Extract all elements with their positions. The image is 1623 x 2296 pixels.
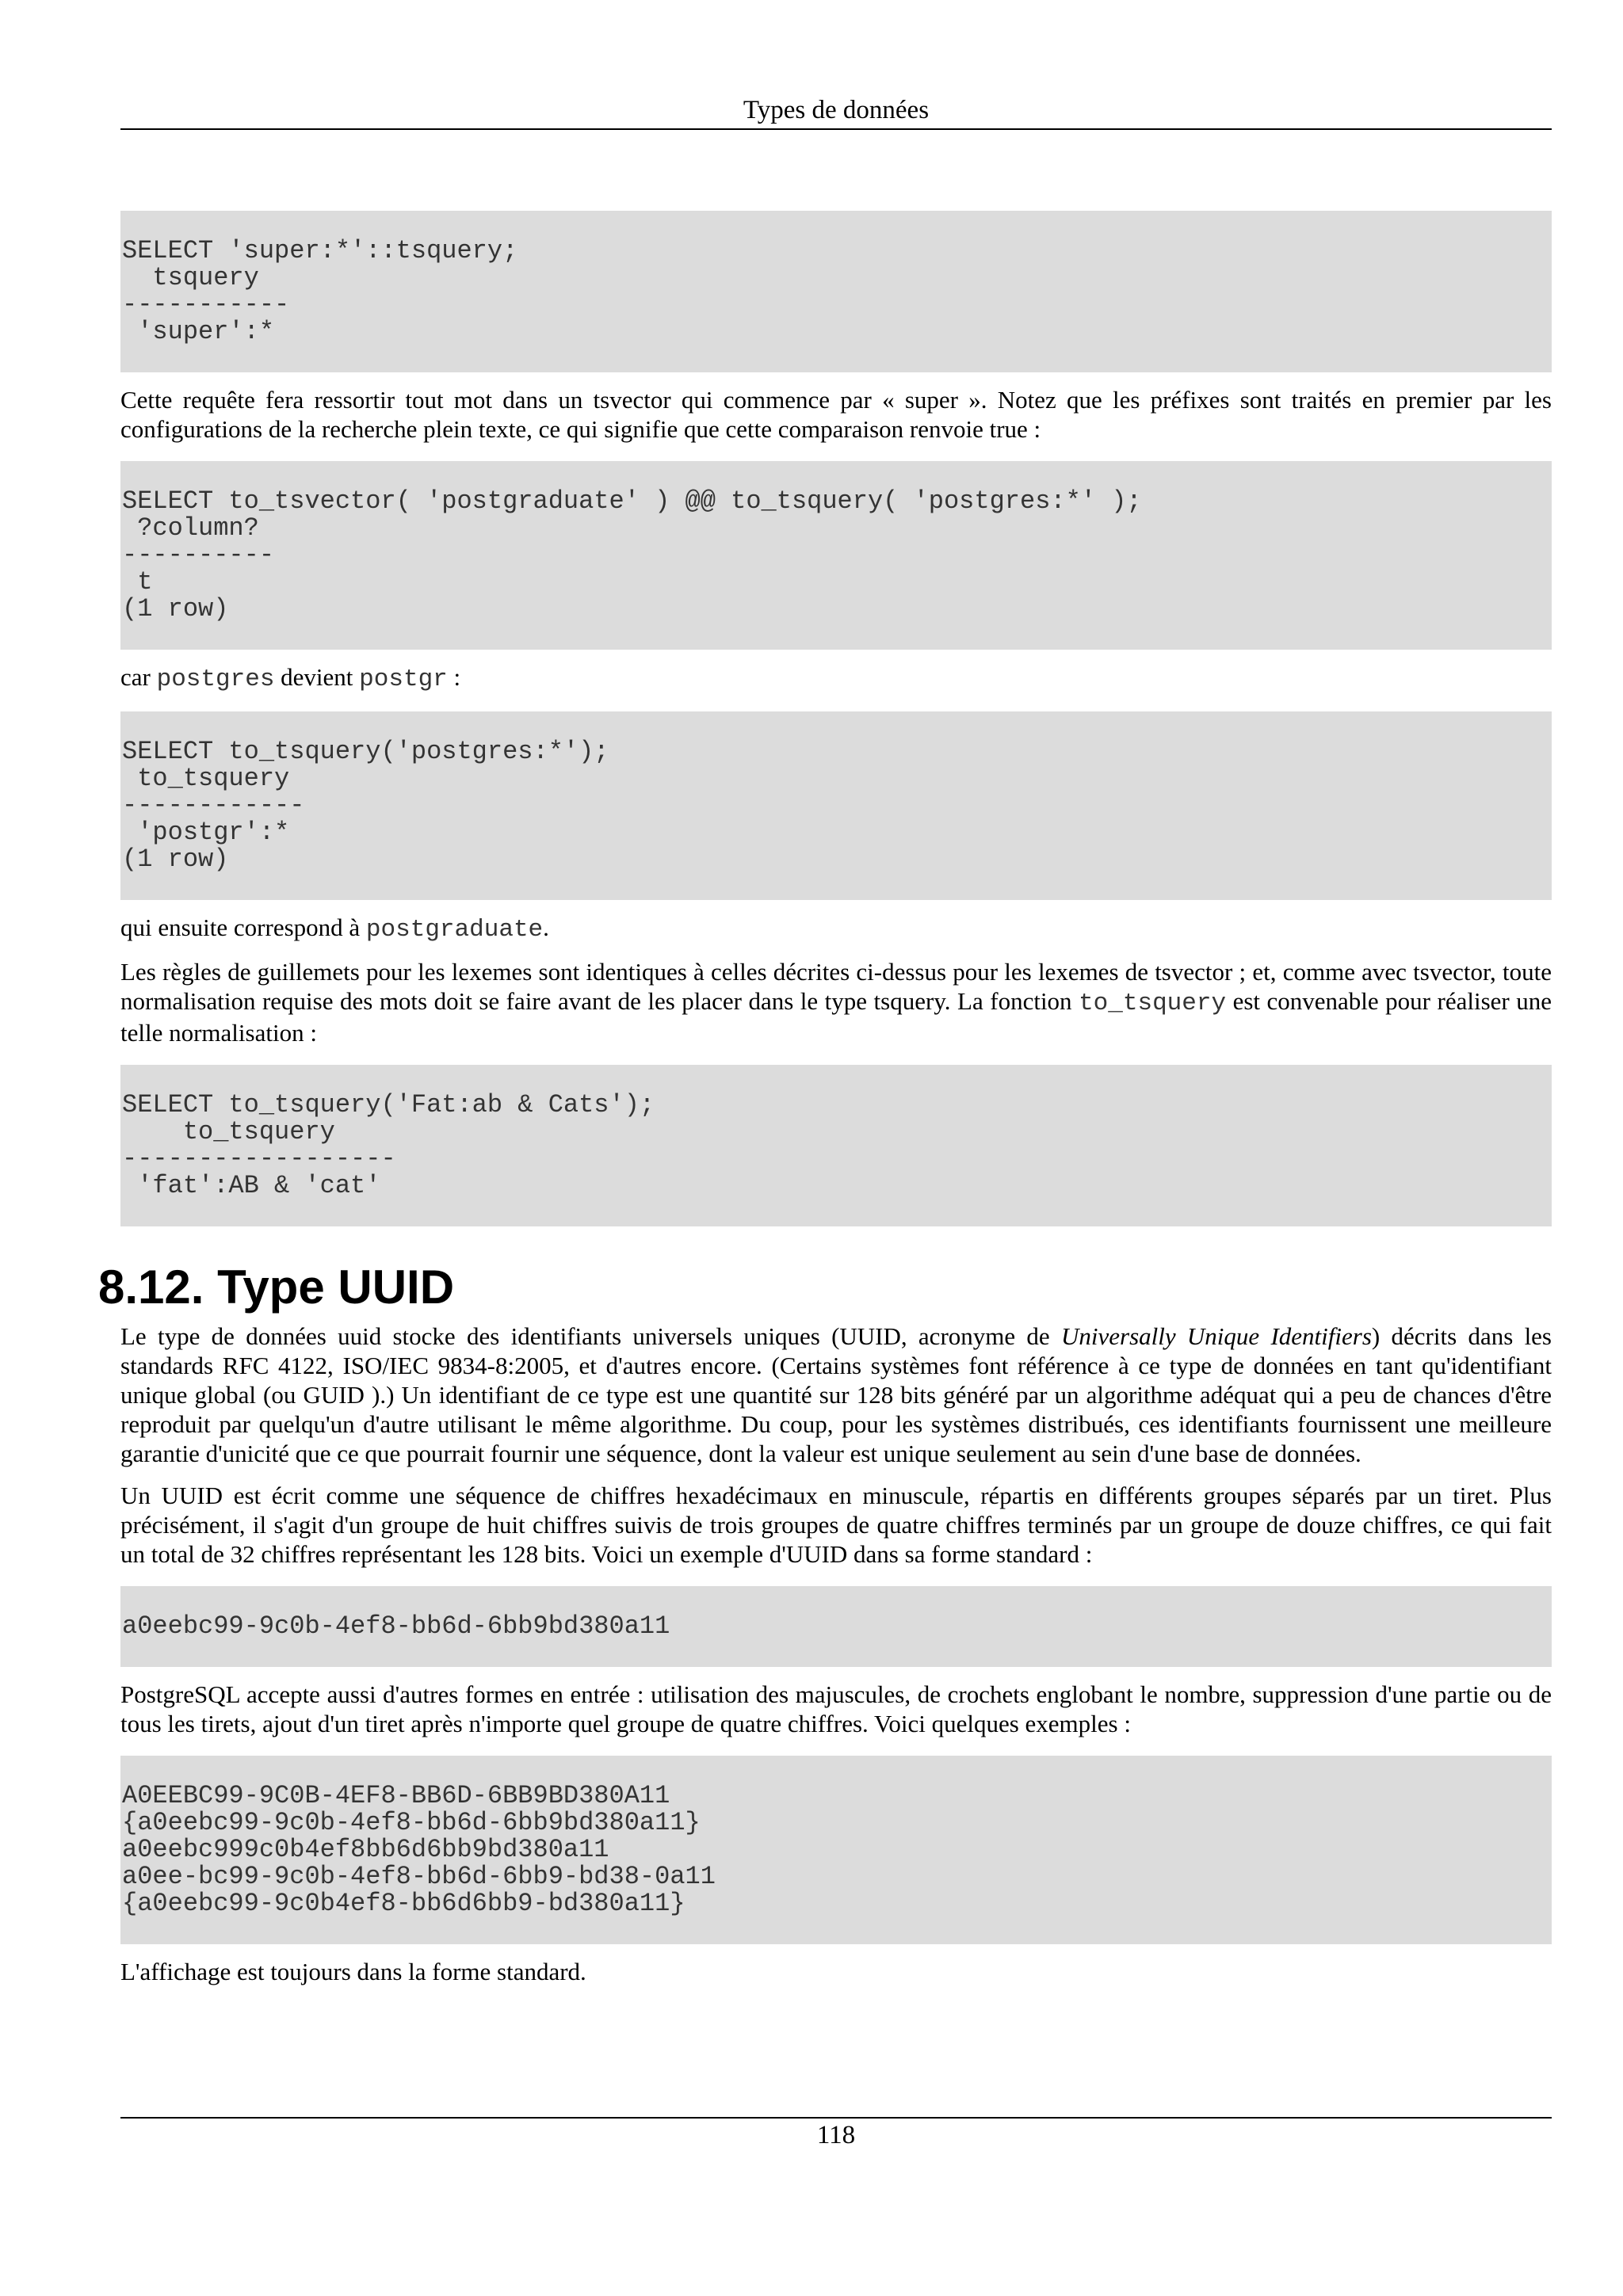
paragraph-prefix-explanation: Cette requête fera ressortir tout mot dans un tsvector qui commence par « super ». Notez que les préfixes sont traités en premier par les configurations de la recherche plein texte, ce qui signifie que cette comparaison renvoie true : (120, 386, 1552, 443)
document-page (98, 0, 1552, 2296)
text-run: Les règles de guillemets pour les lexemes sont identiques à celles décrites ci-dessus pour les lexemes de tsvector ; et, comme avec tsvector, toute normalisation requise des mots doit se faire avant de les placer dans le type tsquery. La fonction (120, 958, 1552, 1015)
running-header: Types de données (743, 96, 930, 124)
paragraph-postgres-becomes (120, 662, 1552, 694)
paragraph-uuid-format: Un UUID est écrit comme une séquence de chiffres hexadécimaux en minuscule, répartis en différents groupes séparés par un tiret. Plus précisément, il s'agit d'un groupe de huit chiffres suivis de trois groupes de quatre chiffres terminés par un groupe de douze chiffres, ce qui fait un total de 32 chiffres représentant les 128 bits. Voici un exemple d'UUID dans sa forme standard : (120, 1482, 1552, 1568)
header-rule (120, 128, 1552, 130)
text-run: devient (274, 663, 360, 691)
page-number: 118 (816, 2121, 856, 2149)
paragraph-uuid-output: L'affichage est toujours dans la forme standard. (120, 1958, 586, 1985)
section-title-uuid: 8.12. Type UUID (98, 1261, 455, 1314)
text-run: ) décrits dans les standards RFC 4122, ISO/IEC 9834-8:2005, et d'autres encore. (Certains systèmes font référence à ce type de données en tant qu'identifiant unique global (ou GUID ).) Un identifiant de ce type est une quantité sur 128 bits généré par un algorithme adéquat qui a peu de chances d'être reproduit par quelqu'un d'autre utilisant le même algorithme. Du coup, pour les systèmes distribués, ces identifiants fournissent une meilleure garantie d'unicité que ce que pourrait fournir une séquence, dont la valeur est unique seulement au sein d'une base de données. (120, 1322, 1552, 1467)
inline-code-postgres: postgres (156, 666, 275, 693)
paragraph-quoting-rules (120, 957, 1552, 1047)
code-block-uuid-examples: A0EEBC99-9C0B-4EF8-BB6D-6BB9BD380A11 {a0eebc99-9c0b-4ef8-bb6d-6bb9bd380a11} a0eebc999c0b4ef8bb6d6bb9bd380a11 a0ee-bc99-9c0b-4ef8-bb6d-6bb9-bd38-0a11 {a0eebc99-9c0b4ef8-bb6d6bb9-bd380a11} (120, 1756, 1552, 1944)
code-block-to-tsquery-postgres: SELECT to_tsquery('postgres:*'); to_tsquery ------------ 'postgr':* (1 row) (120, 711, 1552, 900)
emphasis-universally-unique-identifiers: Universally Unique Identifiers (1061, 1322, 1372, 1350)
text-run: . (543, 913, 549, 941)
text-run: : (447, 663, 461, 691)
code-block-postgraduate-match: SELECT to_tsvector( 'postgraduate' ) @@ to_tsquery( 'postgres:*' ); ?column? ---------- t (1 row) (120, 461, 1552, 650)
text-run: est convenable pour réaliser une telle normalisation : (120, 987, 1552, 1047)
text-run: qui ensuite correspond à (120, 913, 366, 941)
paragraph-uuid-input-forms: PostgreSQL accepte aussi d'autres formes en entrée : utilisation des majuscules, de crochets englobant le nombre, suppression d'une partie ou de tous les tirets, ajout d'un tiret après n'importe quel groupe de quatre chiffres. Voici quelques exemples : (120, 1680, 1552, 1737)
inline-code-postgraduate: postgraduate (365, 916, 544, 944)
code-block-fat-cats: SELECT to_tsquery('Fat:ab & Cats'); to_tsquery ------------------ 'fat':AB & 'cat' (120, 1065, 1552, 1226)
paragraph-uuid-intro (120, 1322, 1552, 1468)
inline-code-to-tsquery: to_tsquery (1079, 990, 1227, 1017)
page-content (98, 211, 1552, 1986)
code-block-uuid-standard: a0eebc99-9c0b-4ef8-bb6d-6bb9bd380a11 (120, 1586, 1552, 1667)
paragraph-matches-postgraduate (120, 913, 1552, 944)
text-run: car (120, 663, 157, 691)
text-run: Le type de données uuid stocke des identifiants universels uniques (UUID, acronyme de (120, 1322, 1061, 1350)
inline-code-postgr: postgr (359, 666, 448, 693)
code-block-tsquery-prefix: SELECT 'super:*'::tsquery; tsquery ----------- 'super':* (120, 211, 1552, 372)
